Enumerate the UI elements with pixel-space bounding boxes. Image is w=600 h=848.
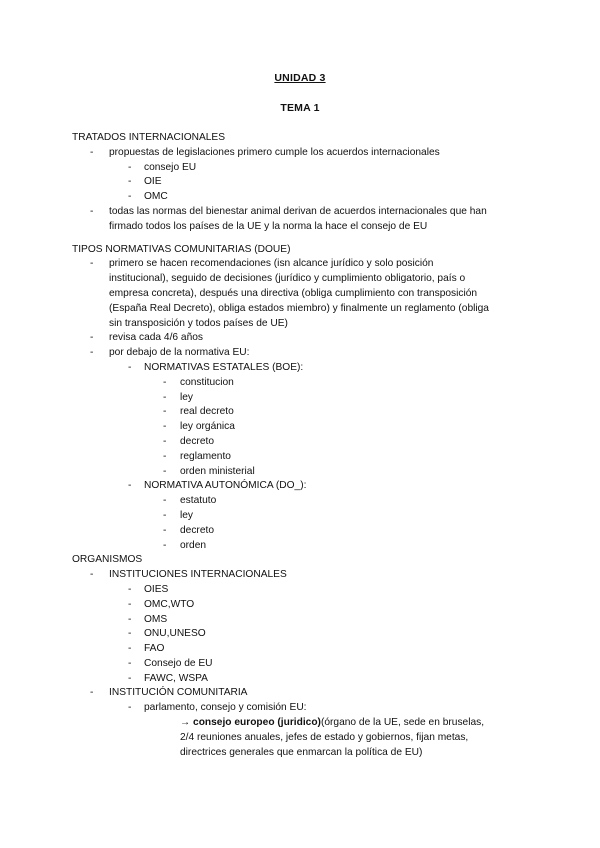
- consejo-rest: (órgano de la UE, sede en bruselas,: [320, 717, 485, 729]
- list-item-continuation: (España Real Decreto), obliga estados miembro) y finalmente un reglamento (obliga: [109, 302, 489, 314]
- list-item: - real decreto: [163, 406, 234, 418]
- consejo-line: [72, 716, 532, 731]
- list-item: - todas las normas del bienestar animal derivan de acuerdos internacionales que han: [90, 205, 487, 217]
- list-item: - OIES: [128, 583, 169, 595]
- unit-heading: UNIDAD 3: [274, 72, 326, 84]
- list-item: - decreto: [163, 524, 214, 536]
- list-item: - INSTITUCIÓN COMUNITARIA: [90, 687, 248, 699]
- topic-heading: TEMA 1: [280, 102, 320, 114]
- list-item: - OIE: [128, 176, 162, 188]
- list-item: - NORMATIVA AUTONÓMICA (DO_):: [128, 480, 307, 492]
- list-item: - ley: [163, 391, 194, 403]
- list-item: - orden: [163, 539, 207, 551]
- list-item-continuation: directrices generales que enmarcan la política de EU): [180, 746, 423, 758]
- section-heading-tratados: TRATADOS INTERNACIONALES: [72, 132, 226, 143]
- list-item: - OMC: [128, 191, 168, 203]
- list-item: - ONU,UNESO: [128, 628, 206, 640]
- list-item-continuation: firmado todos los países de la UE y la norma la hace el consejo de EU: [109, 220, 428, 232]
- list-item: - estatuto: [163, 495, 217, 507]
- list-item-continuation: 2/4 reuniones anuales, jefes de estado y gobiernos, fijan metas,: [180, 731, 469, 743]
- list-item-continuation: empresa concreta), después una directiva (obliga cumplimiento con transposición: [109, 287, 478, 299]
- list-item: - ley orgánica: [163, 421, 235, 433]
- list-item: - propuestas de legislaciones primero cumple los acuerdos internacionales: [90, 146, 440, 158]
- document-body: [72, 131, 532, 760]
- list-item: - ley: [163, 509, 194, 521]
- list-item: - parlamento, consejo y comisión EU:: [128, 702, 307, 714]
- list-item: - consejo EU: [128, 161, 197, 173]
- list-item: - OMS: [128, 613, 168, 625]
- list-item: - INSTITUCIONES INTERNACIONALES: [90, 569, 287, 581]
- list-item-continuation: sin transposición y todos países de UE): [109, 317, 288, 329]
- list-item: - revisa cada 4/6 años: [90, 332, 204, 344]
- list-item: - reglamento: [163, 450, 231, 462]
- list-item: - Consejo de EU: [128, 657, 213, 669]
- list-item: - primero se hacen recomendaciones (isn alcance jurídico y solo posición: [90, 258, 434, 270]
- consejo-bold: consejo europeo (juridico): [193, 717, 321, 729]
- list-item: - NORMATIVAS ESTATALES (BOE):: [128, 361, 304, 373]
- list-item: - OMC,WTO: [128, 598, 195, 610]
- section-heading-tipos: TIPOS NORMATIVAS COMUNITARIAS (DOUE): [72, 243, 291, 255]
- list-item-continuation: institucional), seguido de decisiones (jurídico y cumplimiento obligatorio, país o: [109, 273, 466, 285]
- list-item: - FAO: [128, 643, 165, 655]
- list-item: - decreto: [163, 435, 214, 447]
- arrow-icon: →: [180, 717, 191, 729]
- list-item: - constitucion: [163, 376, 234, 388]
- list-item: - FAWC, WSPA: [128, 672, 208, 684]
- list-item: - por debajo de la normativa EU:: [90, 347, 250, 359]
- section-heading-organismos: ORGANISMOS: [72, 554, 143, 566]
- list-item: - orden ministerial: [163, 465, 255, 477]
